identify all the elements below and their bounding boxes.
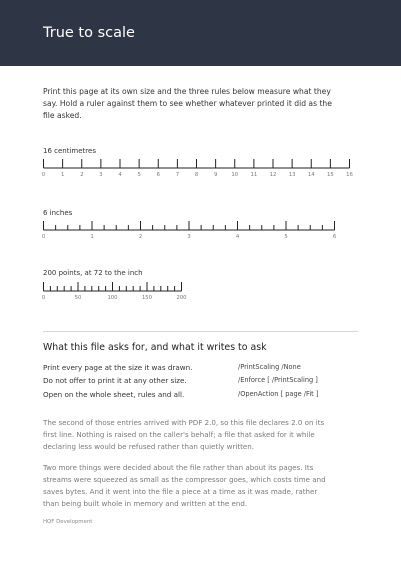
ruler-label-points: 200 points, at 72 to the inch: [43, 269, 143, 277]
setting-description: Print every page at the size it was drawn.: [43, 363, 193, 372]
footer-text: HQF Development: [43, 519, 93, 525]
ruler-tick-label: 0: [41, 172, 46, 178]
setting-code: /OpenAction [ page /Fit ]: [238, 390, 319, 398]
ruler-tick-label: 10: [231, 172, 239, 178]
ruler-points: [0, 278, 401, 308]
setting-description: Do not offer to print it at any other size.: [43, 376, 187, 385]
setting-code: /PrintScaling /None: [238, 363, 301, 371]
ruler-tick-label: 1: [60, 172, 65, 178]
note-paragraph: The second of those entries arrived with PDF 2.0, so this file declares 2.0 on its first line. Nothing is raised on the caller's behalf; a file that asked for it while declaring less would be refused rather than quietly written.: [43, 418, 325, 451]
intro-paragraph: Print this page at its own size and the three rules below measure what they say. Hold a ruler against them to see whether whatever printed it did as the file asked.: [43, 87, 332, 121]
ruler-tick-label: 2: [138, 234, 143, 240]
ruler-tick-label: 0: [41, 295, 46, 301]
ruler-tick-label: 9: [213, 172, 218, 178]
ruler-tick-label: 150: [141, 295, 153, 301]
ruler-tick-label: 13: [288, 172, 296, 178]
ruler-tick-label: 4: [235, 234, 240, 240]
ruler-centimetres: [0, 155, 401, 185]
ruler-tick-label: 14: [307, 172, 315, 178]
section-divider: [43, 331, 358, 332]
ruler-inches: [0, 217, 401, 247]
ruler-tick-label: 5: [284, 234, 288, 240]
ruler-tick-label: 4: [118, 172, 122, 178]
note-paragraph: Two more things were decided about the file rather than about its pages. Its streams were squeezed as small as the compressor goes, which costs time and saves bytes. And it went into the file a piece at a time as it was made, rather than being built whole in memory and written at the end.: [43, 463, 326, 508]
setting-code: /Enforce [ /PrintScaling ]: [238, 376, 318, 384]
ruler-tick-label: 3: [99, 172, 103, 178]
ruler-tick-label: 15: [327, 172, 334, 178]
ruler-tick-label: 200: [176, 295, 187, 301]
page-title: True to scale: [43, 25, 135, 41]
ruler-tick-label: 16: [346, 172, 353, 178]
setting-row: [43, 376, 363, 388]
ruler-tick-label: 8: [194, 172, 199, 178]
ruler-tick-label: 5: [137, 172, 141, 178]
ruler-tick-label: 1: [90, 234, 94, 240]
ruler-tick-label: 3: [187, 234, 191, 240]
ruler-tick-label: 7: [175, 172, 180, 178]
setting-row: [43, 363, 363, 375]
ruler-tick-label: 100: [107, 295, 118, 301]
ruler-tick-label: 6: [156, 172, 160, 178]
page-header: [0, 0, 401, 66]
ruler-tick-label: 0: [41, 234, 46, 240]
section-heading: What this file asks for, and what it writes to ask: [43, 342, 267, 353]
ruler-tick-label: 2: [80, 172, 84, 178]
setting-description: Open on the whole sheet, rules and all.: [43, 390, 185, 399]
setting-row: [43, 390, 363, 402]
ruler-tick-label: 12: [269, 172, 277, 178]
ruler-tick-label: 11: [250, 172, 258, 178]
ruler-label-inches: 6 inches: [43, 209, 73, 217]
ruler-tick-label: 6: [332, 234, 337, 240]
ruler-tick-label: 50: [74, 295, 82, 301]
ruler-label-centimetres: 16 centimetres: [43, 147, 96, 155]
